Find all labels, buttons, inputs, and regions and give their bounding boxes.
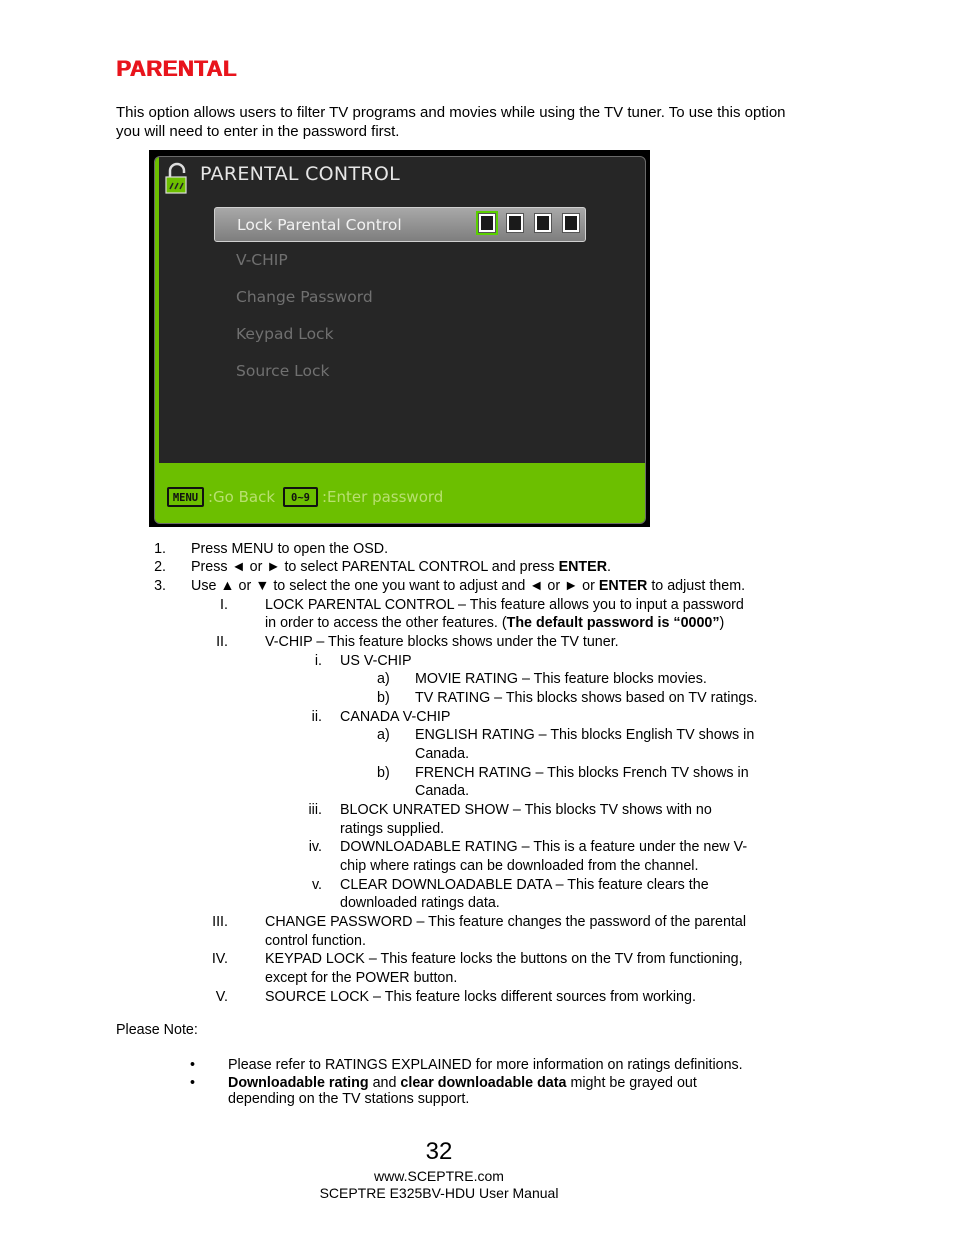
number-key-icon: 0~9	[283, 487, 318, 507]
osd-item-v-chip[interactable]: V-CHIP	[236, 251, 288, 269]
list-item-text: TV RATING – This blocks shows based on TV ratings.	[415, 690, 758, 706]
step-text: Use ▲ or ▼ to select the one you want to adjust and ◄ or ► or ENTER to adjust them.	[191, 578, 746, 594]
password-digit-4[interactable]	[562, 213, 580, 233]
list-item-text: CLEAR DOWNLOADABLE DATA – This feature clears the	[340, 877, 709, 893]
osd-item-source-lock[interactable]: Source Lock	[236, 362, 330, 380]
list-item-text: FRENCH RATING – This blocks French TV shows in	[415, 765, 749, 781]
menu-key-icon: MENU	[167, 487, 204, 507]
list-marker: ii.	[311, 709, 322, 725]
list-marker: IV.	[211, 951, 228, 967]
list-marker: I.	[220, 597, 228, 613]
osd-item-keypad-lock[interactable]: Keypad Lock	[236, 325, 334, 343]
osd-item-lock-parental-control[interactable]	[214, 207, 586, 242]
list-item-text: control function.	[265, 933, 366, 949]
list-item-text: DOWNLOADABLE RATING – This is a feature under the new V-	[340, 839, 748, 855]
list-item-text: LOCK PARENTAL CONTROL – This feature allows you to input a password	[265, 597, 744, 613]
password-digit-1[interactable]	[478, 213, 496, 233]
bullet-icon: •	[190, 1057, 196, 1073]
note-item: Downloadable rating and clear downloadable data might be grayed out	[228, 1075, 697, 1091]
list-item-text: US V-CHIP	[340, 653, 412, 669]
list-item-text: except for the POWER button.	[265, 970, 458, 986]
list-item-text: downloaded ratings data.	[340, 895, 500, 911]
list-marker: iv.	[308, 839, 322, 855]
page-number: 32	[425, 1138, 453, 1165]
list-item-text: chip where ratings can be downloaded from the channel.	[340, 858, 699, 874]
step-number: 2.	[154, 559, 166, 575]
list-marker: iii.	[308, 802, 322, 818]
list-marker: i.	[314, 653, 322, 669]
go-back-label: :Go Back	[208, 488, 276, 506]
bullet-icon: •	[190, 1075, 196, 1091]
list-item-text: CHANGE PASSWORD – This feature changes the password of the parental	[265, 914, 747, 930]
list-item-text: Canada.	[415, 783, 470, 799]
password-digit-2[interactable]	[506, 213, 524, 233]
list-marker: a)	[377, 727, 390, 743]
step-text: Press ◄ or ► to select PARENTAL CONTROL and press ENTER.	[191, 559, 612, 575]
list-marker: a)	[377, 671, 390, 687]
note-label: Please Note:	[116, 1022, 198, 1038]
list-item-text: ENGLISH RATING – This blocks English TV shows in	[415, 727, 755, 743]
footer-website: www.SCEPTRE.com	[374, 1168, 504, 1184]
list-marker: III.	[212, 914, 228, 930]
list-marker: b)	[377, 765, 390, 781]
step-number: 1.	[154, 541, 166, 557]
enter-password-label: :Enter password	[322, 488, 444, 506]
list-item-text: SOURCE LOCK – This feature locks different sources from working.	[265, 989, 696, 1005]
osd-item-label: Lock Parental Control	[237, 216, 402, 234]
password-digit-3[interactable]	[534, 213, 552, 233]
step-text: Press MENU to open the OSD.	[191, 541, 389, 557]
osd-screenshot	[149, 150, 650, 527]
list-marker: V.	[215, 989, 228, 1005]
footer-manual-title: SCEPTRE E325BV-HDU User Manual	[319, 1185, 559, 1201]
note-item: Please refer to RATINGS EXPLAINED for more information on ratings definitions.	[228, 1057, 743, 1073]
list-item-text: MOVIE RATING – This feature blocks movies.	[415, 671, 707, 687]
intro-paragraph: This option allows users to filter TV programs and movies while using the TV tuner. To use this option you will need to enter in the password first.	[116, 104, 786, 140]
list-item-text: BLOCK UNRATED SHOW – This blocks TV shows with no	[340, 802, 712, 818]
list-item-text: Canada.	[415, 746, 470, 762]
note-item: depending on the TV stations support.	[228, 1091, 470, 1107]
list-marker: II.	[216, 634, 228, 650]
step-number: 3.	[154, 578, 166, 594]
list-item-text: KEYPAD LOCK – This feature locks the buttons on the TV from functioning,	[265, 951, 743, 967]
list-item-text: CANADA V-CHIP	[340, 709, 451, 725]
list-item-text: in order to access the other features. (The default password is “0000”)	[265, 615, 725, 631]
list-marker: b)	[377, 690, 390, 706]
osd-panel	[154, 156, 646, 524]
lock-icon	[163, 161, 193, 195]
list-item-text: ratings supplied.	[340, 821, 445, 837]
list-marker: v.	[311, 877, 322, 893]
page-title: PARENTAL	[116, 56, 237, 81]
osd-item-change-password[interactable]: Change Password	[236, 288, 373, 306]
osd-title: PARENTAL CONTROL	[200, 163, 400, 185]
list-item-text: V-CHIP – This feature blocks shows under the TV tuner.	[265, 634, 619, 650]
